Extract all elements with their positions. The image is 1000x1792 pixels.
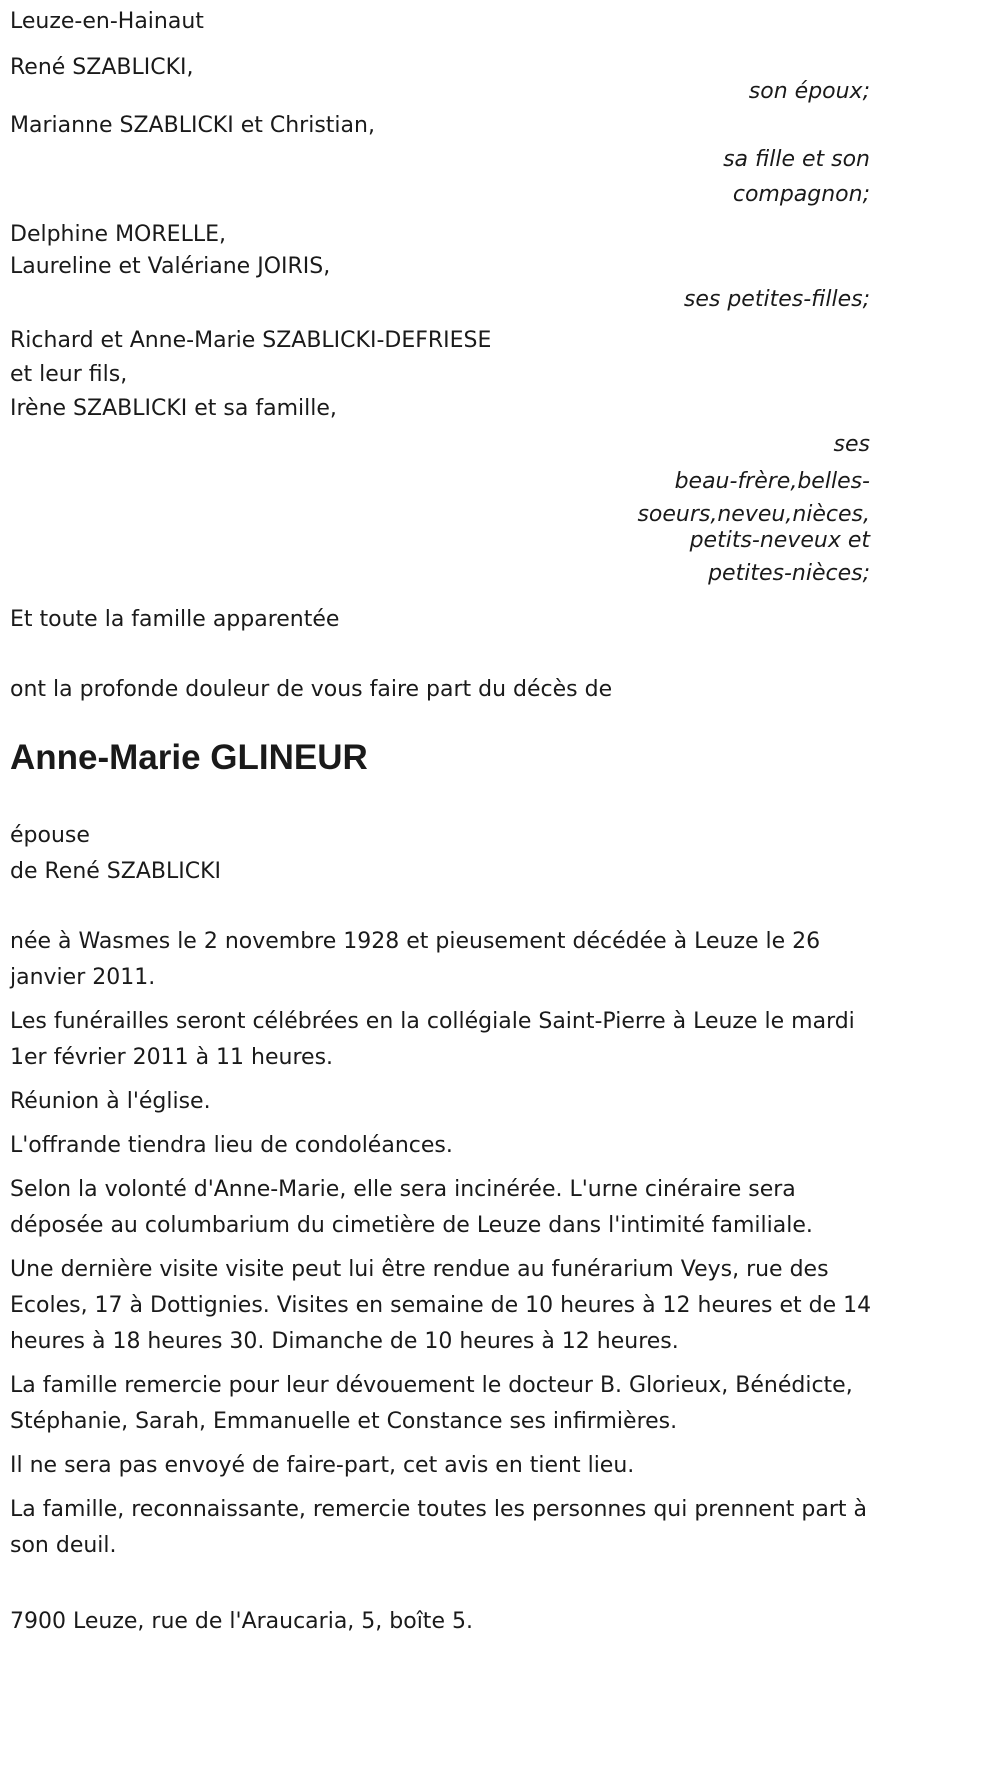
family-relation: soeurs,neveu,nièces, (637, 502, 870, 527)
paragraph-offering: L'offrande tiendra lieu de condoléances. (10, 1133, 453, 1158)
paragraph-meeting: Réunion à l'église. (10, 1089, 211, 1114)
spouse-line: de René SZABLICKI (10, 859, 221, 884)
spouse-block (10, 818, 890, 890)
family-group-4 (10, 324, 890, 596)
paragraph-funeral: Les funérailles seront célébrées en la collégiale Saint-Pierre à Leuze le mardi 1er février 2011 à 11 heures. (10, 1009, 855, 1070)
family-relation: petites-nièces; (708, 561, 870, 586)
family-name: Irène SZABLICKI et sa famille, (10, 396, 337, 421)
paragraph-birth-death: née à Wasmes le 2 novembre 1928 et pieusement décédée à Leuze le 26 janvier 2011. (10, 929, 821, 990)
family-group-2 (10, 108, 890, 212)
announcement: ont la profonde douleur de vous faire part du décès de (10, 677, 613, 702)
paragraph-cremation: Selon la volonté d'Anne-Marie, elle sera incinérée. L'urne cinéraire sera déposée au columbarium du cimetière de Leuze dans l'intimité familiale. (10, 1177, 813, 1238)
paragraph-thanks-all: La famille, reconnaissante, remercie toutes les personnes qui prennent part à son deuil. (10, 1497, 867, 1558)
spouse-line: épouse (10, 823, 90, 848)
paragraph-visits: Une dernière visite visite peut lui être rendue au funérarium Veys, rue des Ecoles, 17 à Dottignies. Visites en semaine de 10 heures à 12 heures et de 14 heures à 18 heures 30. Dimanche de 10 heures à 12 heures. (10, 1257, 872, 1354)
family-group-1 (10, 50, 890, 108)
family-name: Richard et Anne-Marie SZABLICKI-DEFRIESE (10, 328, 492, 353)
family-relation: petits-neveux et (689, 528, 870, 553)
obituary-notice (0, 4, 890, 1640)
location: Leuze-en-Hainaut (10, 9, 204, 34)
extended-family: Et toute la famille apparentée (10, 607, 340, 632)
family-name: et leur fils, (10, 362, 128, 387)
paragraph-thanks-nurses: La famille remercie pour leur dévouement le docteur B. Glorieux, Bénédicte, Stéphanie, Sarah, Emmanuelle et Constance ses infirmières. (10, 1373, 853, 1434)
family-group-3 (10, 220, 890, 316)
family-relation: sa fille et son (723, 147, 870, 172)
paragraph-no-card: Il ne sera pas envoyé de faire-part, cet avis en tient lieu. (10, 1453, 635, 1478)
details-section (10, 924, 890, 1564)
family-name: Marianne SZABLICKI et Christian, (10, 113, 375, 138)
family-relation: beau-frère,belles- (674, 469, 870, 494)
family-relation: ses (833, 432, 870, 457)
family-relation: compagnon; (732, 182, 870, 207)
family-name: René SZABLICKI, (10, 55, 194, 80)
family-relation: ses petites-filles; (683, 287, 870, 312)
family-name: Laureline et Valériane JOIRIS, (10, 254, 331, 279)
family-relation: son époux; (748, 79, 870, 104)
address: 7900 Leuze, rue de l'Araucaria, 5, boîte 5. (10, 1609, 473, 1634)
family-name: Delphine MORELLE, (10, 222, 226, 247)
deceased-name: Anne-Marie GLINEUR (10, 738, 368, 777)
